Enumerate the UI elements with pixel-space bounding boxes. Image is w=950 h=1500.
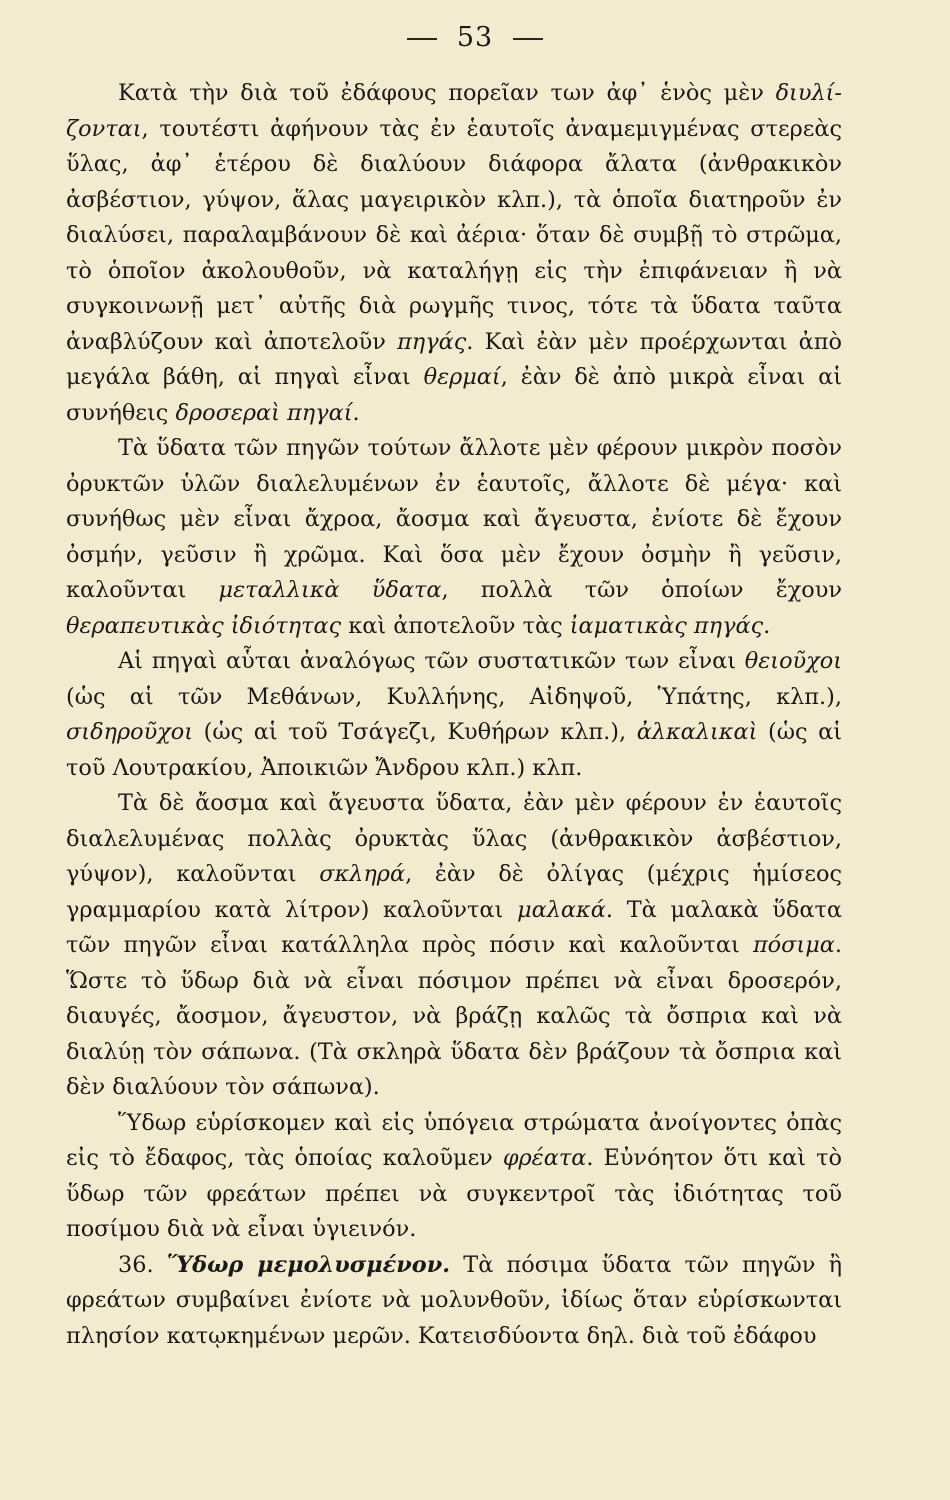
text-run: . Ὥστε τὸ ὕδωρ διὰ νὰ εἶναι πόσιμον πρέπει νὰ εἶναι δροσερόν, διαυγές, ἄοσμον, ἄγευστον, νὰ βράζῃ καλῶς τὰ ὄσπρια καὶ νὰ διαλύῃ τὸν σάπωνα. (Τὰ σκληρὰ ὕδατα δὲν βράζουν τὰ ὄσπρια καὶ δὲν διαλύουν τὸν σάπωνα).	[66, 932, 842, 1100]
header-dash-left	[407, 38, 437, 40]
section-heading: Ὕδωρ μεμολυσμένον.	[166, 1251, 451, 1278]
paragraph-hard-soft-water	[66, 786, 842, 1106]
italic-term: θερμαί	[423, 364, 501, 390]
text-run: (ὡς αἱ τοῦ Τσάγεζι, Κυθήρων κλπ.),	[193, 719, 637, 745]
header-dash-right	[513, 38, 543, 40]
text-run: , ἐὰν δὲ ὀλίγας (μέχρις ἡμίσεος γραμμαρίου κατὰ λίτρον) καλοῦνται	[66, 861, 843, 923]
text-run: (ὡς αἱ τοῦ Λουτρακίου, Ἀποικιῶν Ἄνδρου κλπ.) κλπ.	[66, 719, 842, 781]
paragraph-polluted-water	[66, 1248, 842, 1355]
italic-term: δροσεραὶ πηγαί	[175, 399, 353, 426]
italic-term: σιδηροῦχοι	[66, 719, 194, 745]
italic-term: σκληρά	[319, 861, 406, 887]
italic-term: μεταλλικὰ ὕδατα	[218, 577, 442, 603]
text-run: καὶ ἀποτελοῦν τὰς	[341, 612, 570, 639]
paragraph-springs	[66, 76, 842, 431]
page-header	[0, 22, 950, 53]
italic-term: ἰαματικὰς πηγάς	[569, 612, 764, 639]
italic-term: πόσιμα	[752, 932, 835, 958]
italic-term: διυλί-ζονται	[66, 80, 842, 142]
text-run: Τὰ δὲ ἄοσμα καὶ ἄγευστα ὕδατα, ἐὰν μὲν φέρουν ἐν ἑαυτοῖς διαλελυμένας πολλὰς ὀρυκτὰς ὕλας (ἀνθρακικὸν ἀσβέστιον, γύψον), καλοῦνται	[66, 790, 842, 887]
paragraph-spring-types	[66, 644, 842, 786]
text-run: , πολλὰ τῶν ὁποίων ἔχουν	[441, 577, 842, 603]
text-run: Αἱ πηγαὶ αὗται ἀναλόγως τῶν συστατικῶν των εἶναι	[118, 648, 745, 674]
text-run: Τὰ πόσιμα ὕδατα τῶν πηγῶν ἢ φρεάτων συμβαίνει ἐνίοτε νὰ μολυνθοῦν, ἰδίως ὅταν εὑρίσκωνται πλησίον κατῳκημένων μερῶν. Κατεισδύοντα δηλ. διὰ τοῦ ἐδάφου	[66, 1251, 842, 1349]
italic-term: φρέατα	[502, 1145, 587, 1171]
text-run: Ὕδωρ εὑρίσκομεν καὶ εἰς ὑπόγεια στρώματα ἀνοίγοντες ὀπὰς εἰς τὸ ἔδαφος, τὰς ὁποίας καλοῦμεν	[66, 1109, 842, 1171]
text-run: Κατὰ τὴν διὰ τοῦ ἐδάφους πορεῖαν των ἀφ᾽ ἑνὸς μὲν	[118, 80, 776, 106]
text-run: .	[763, 612, 771, 639]
section-number: 36.	[118, 1251, 167, 1278]
text-run: Τὰ ὕδατα τῶν πηγῶν τούτων ἄλλοτε μὲν φέρουν μικρὸν ποσὸν ὀρυκτῶν ὑλῶν διαλελυμένων ἐν ἑαυτοῖς, ἄλλοτε δὲ μέγα· καὶ συνήθως μὲν εἶναι ἄχροα, ἄοσμα καὶ ἄγευστα, ἐνίοτε δὲ ἔχουν ὀσμήν, γεῦσιν ἢ χρῶμα. Καὶ ὅσα μὲν ἔχουν ὀσμὴν ἢ γεῦσιν, καλοῦνται	[66, 435, 842, 603]
paragraph-mineral-waters	[66, 431, 842, 644]
page-body	[66, 76, 842, 1354]
text-run: . Καὶ ἐὰν μὲν προέρχωνται ἀπὸ μεγάλα βάθη, αἱ πηγαὶ εἶναι	[66, 328, 842, 390]
page-number: 53	[456, 22, 494, 53]
italic-term: πηγάς	[397, 328, 467, 355]
italic-term: θειοῦχοι	[744, 648, 842, 674]
text-run: . Τὰ μαλακὰ ὕδατα τῶν πηγῶν εἶναι κατάλληλα πρὸς πόσιν καὶ καλοῦνται	[66, 896, 842, 958]
italic-term: μαλακά	[517, 896, 606, 923]
text-run: .	[352, 399, 360, 426]
italic-term: ἀλκαλικαὶ	[636, 719, 758, 745]
paragraph-wells	[66, 1106, 842, 1248]
text-run: . Εὐνόητον ὅτι καὶ τὸ ὕδωρ τῶν φρεάτων πρέπει νὰ συγκεντροῖ τὰς ἰδιότητας τοῦ ποσίμου διὰ νὰ εἶναι ὑγιεινόν.	[66, 1145, 842, 1242]
text-run: , ἐὰν δὲ ἀπὸ μικρὰ εἶναι αἱ συνήθεις	[66, 364, 842, 426]
text-run: (ὡς αἱ τῶν Μεθάνων, Κυλλήνης, Αἰδηψοῦ, Ὑπάτης, κλπ.),	[66, 683, 842, 710]
text-run: , τουτέστι ἀφήνουν τὰς ἐν ἑαυτοῖς ἀναμεμιγμένας στερεὰς ὕλας, ἀφ᾽ ἑτέρου δὲ διαλύουν διάφορα ἄλατα (ἀνθρακικὸν ἀσβέστιον, γύψον, ἅλας μαγειρικὸν κλπ.), τὰ ὁποῖα διατηροῦν ἐν διαλύσει, παραλαμβάνουν δὲ καὶ ἀέρια· ὅταν δὲ συμβῇ τὸ στρῶμα, τὸ ὁποῖον ἀκολουθοῦν, νὰ καταλήγῃ εἰς τὴν ἐπιφάνειαν ἢ νὰ συγκοινωνῇ μετ᾽ αὐτῆς διὰ ρωγμῆς τινος, τότε τὰ ὕδατα ταῦτα ἀναβλύζουν καὶ ἀποτελοῦν	[66, 115, 842, 355]
italic-term: θεραπευτικὰς ἰδιότητας	[66, 612, 342, 639]
